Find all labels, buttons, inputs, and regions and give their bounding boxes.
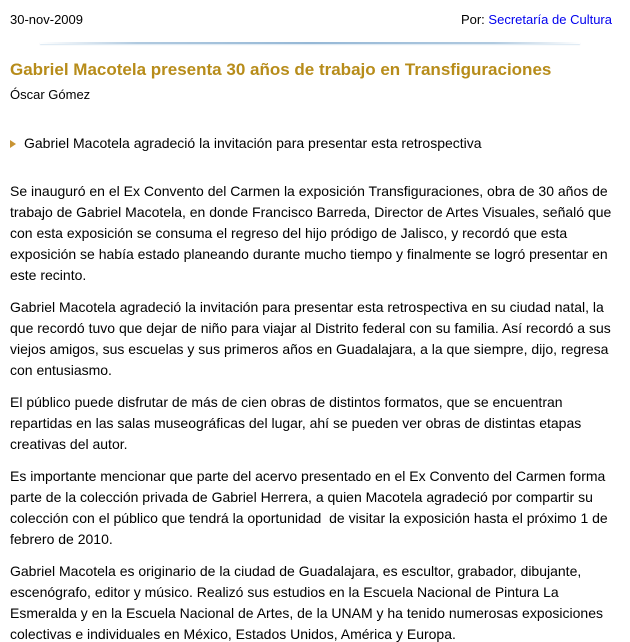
byline — [461, 12, 612, 28]
article-paragraph: Gabriel Macotela agradeció la invitación para presentar esta retrospectiva en su ciudad natal, la que recordó tuvo que dejar de niño para viajar al Distrito federal con su familia. Así recordó a sus viejos amigos, sus escuelas y sus primeros años en Guadalajara, a la que siempre, dijo, regresa con entusiasmo. — [10, 299, 615, 378]
article-body — [10, 181, 616, 642]
article-date: 30-nov-2009 — [10, 12, 83, 27]
arrow-bullet-icon — [10, 140, 16, 148]
article-title: Gabriel Macotela presenta 30 años de trabajo en Transfiguraciones — [10, 60, 552, 79]
header-divider — [40, 42, 580, 44]
byline-label: Por: — [460, 12, 489, 27]
article-author: Óscar Gómez — [10, 87, 91, 102]
summary-text: Gabriel Macotela agradeció la invitación para presentar esta retrospectiva — [24, 135, 482, 151]
article-paragraph: El público puede disfrutar de más de cien obras de distintos formatos, que se encuentran repartidas en las salas museográficas del lugar, ahí se pueden ver obras de distintas etapas creativas del autor. — [10, 394, 586, 452]
article-paragraph: Se inauguró en el Ex Convento del Carmen la exposición Transfiguraciones, obra de 30 años de trabajo de Gabriel Macotela, en donde Francisco Barreda, Director de Artes Visuales, señaló que con esta exposición se consuma el regreso del hijo pródigo de Jalisco, y recordó que esta exposición se había estado planeando durante mucho tiempo y finalmente se logró presentar en este recinto. — [10, 183, 616, 283]
byline-author-link[interactable]: Secretaría de Cultura — [488, 12, 612, 27]
article-summary — [10, 133, 612, 154]
article-paragraph: Es importante mencionar que parte del acervo presentado en el Ex Convento del Carmen forma parte de la colección privada de Gabriel Herrera, a quien Macotela agradeció por compartir su colección con el público que tendrá la oportunidad de visitar la exposición hasta el próximo 1 de febrero de 2010. — [10, 468, 612, 547]
article-header — [10, 12, 612, 28]
article-paragraph: Gabriel Macotela es originario de la ciudad de Guadalajara, es escultor, grabador, dibujante, escenógrafo, editor y músico. Realizó sus estudios en la Escuela Nacional de Pintura La Esmeralda y en la Escuela Nacional de Artes, de la UNAM y ha tenido numerosas exposiciones colectivas e individuales en México, Estados Unidos, América y Europa. — [10, 563, 607, 642]
